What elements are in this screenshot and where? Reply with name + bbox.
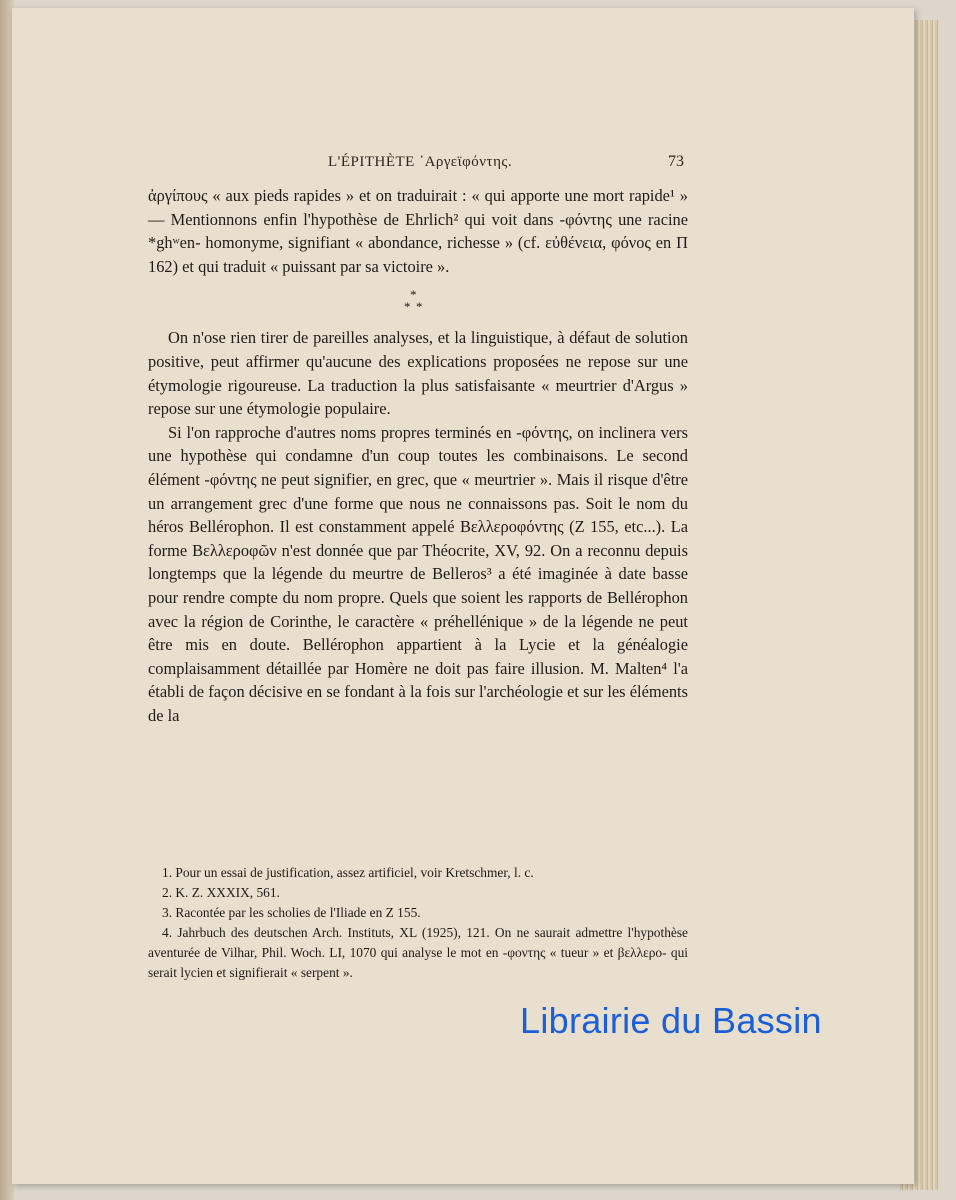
body-text	[148, 184, 688, 727]
paragraph-3: Si l'on rapproche d'autres noms propres terminés en -φόντης, on inclinera vers une hypothèse qui condamne d'un coup toutes les combinaisons. Le second élément -φόντης ne peut signifier, en grec, que « meurtrier ». Mais il risque d'être un arrangement grec d'une forme que nous ne connaissons pas. Soit le nom du héros Bellérophon. Il est constamment appelé Βελλεροφόντης (Z 155, etc...). La forme Βελλεροφῶν n'est donnée que par Théocrite, XV, 92. On a reconnu depuis longtemps que la légende du meurtre de Belleros³ a été imaginée à date basse pour rendre compte du nom propre. Quels que soient les rapports de Bellérophon avec la région de Corinthe, le caractère « préhellénique » de la légende ne peut être mis en doute. Bellérophon appartient à la Lycie et la généalogie complaisamment détaillée par Homère ne doit pas faire illusion. M. Malten⁴ l'a établi de façon décisive en se fondant à la fois sur l'archéologie et sur les éléments de la	[148, 422, 688, 725]
footnote-4: 4. Jahrbuch des deutschen Arch. Instituts, XL (1925), 121. On ne saurait admettre l'hypothèse aventurée de Vilhar, Phil. Woch. LI, 1070 qui analyse le mot en -φοντης « tueur » et βελλερο- qui serait lycien et signifierait « serpent ».	[148, 925, 688, 980]
watermark-text: Librairie du Bassin	[520, 1000, 822, 1041]
footnotes	[148, 863, 688, 983]
asterism: * * *	[404, 287, 423, 315]
running-title: L'ÉPITHÈTE ᾿Αργεϊφόντης.	[328, 154, 513, 170]
footnote-1: 1. Pour un essai de justification, assez artificiel, voir Kretschmer, l. c.	[162, 865, 534, 880]
running-head	[12, 154, 914, 174]
footnote-3: 3. Racontée par les scholies de l'Iliade en Z 155.	[162, 905, 421, 920]
paragraph-2: On n'ose rien tirer de pareilles analyses, et la linguistique, à défaut de solution positive, peut affirmer qu'aucune des explications proposées ne repose sur une étymologie rigoureuse. La traduction la plus satisfaisante « meurtrier d'Argus » repose sur une étymologie populaire.	[148, 328, 688, 419]
page-number: 73	[668, 153, 684, 170]
footnote-2: 2. K. Z. XXXIX, 561.	[162, 885, 280, 900]
paragraph-1: ἀργίπους « aux pieds rapides » et on traduirait : « qui apporte une mort rapide¹ » — Mentionnons enfin l'hypothèse de Ehrlich² qui voit dans -φόντης une racine *ghʷen- homonyme, signifiant « abondance, richesse » (cf. εὐθένεια, φόνος en Π 162) et qui traduit « puissant par sa victoire ».	[148, 186, 688, 276]
